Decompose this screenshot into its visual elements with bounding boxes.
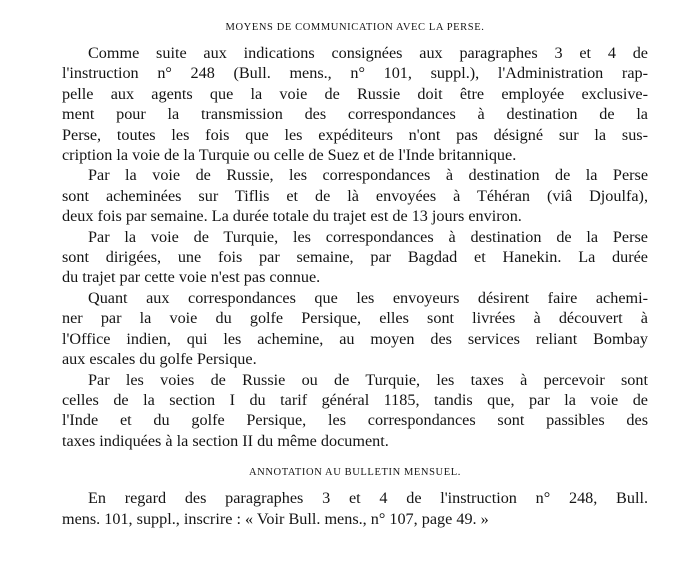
text-line: Par la voie de Turquie, les correspondances à destination de la Perse <box>88 227 648 246</box>
text-line: du trajet par cette voie n'est pas connue. <box>62 268 321 287</box>
annotation-paragraph <box>62 488 648 529</box>
text-line: ner par la voie du golfe Persique, elles sont livrées à découvert à <box>62 309 648 328</box>
paragraph-5 <box>62 370 648 452</box>
text-line: En regard des paragraphes 3 et 4 de l'instruction n° 248, Bull. <box>88 489 648 508</box>
text-line: l'Inde et du golfe Persique, les correspondances sont passibles des <box>62 411 648 430</box>
paragraph-1 <box>62 43 648 165</box>
text-line: aux escales du golfe Persique. <box>62 350 257 369</box>
text-line: Quant aux correspondances que les envoyeurs désirent faire achemi- <box>88 288 648 307</box>
text-line: pelle aux agents que la voie de Russie doit être employée exclusive- <box>62 84 648 103</box>
text-line: cription la voie de la Turquie ou celle de Suez et de l'Inde britannique. <box>62 146 517 165</box>
paragraph-3 <box>62 227 648 288</box>
text-line: sont acheminées sur Tiflis et de là envoyées à Téhéran (viâ Djoulfa), <box>62 186 648 205</box>
annotation-heading: ANNOTATION AU BULLETIN MENSUEL. <box>249 467 461 479</box>
text-line: l'instruction n° 248 (Bull. mens., n° 101, suppl.), l'Administration rap- <box>62 64 648 83</box>
text-line: Perse, toutes les fois que les expéditeurs n'ont pas désigné sur la sus- <box>62 125 648 144</box>
text-line: ment pour la transmission des correspondances à destination de la <box>62 105 648 124</box>
paragraph-2 <box>62 165 648 226</box>
text-line: sont dirigées, une fois par semaine, par Bagdad et Hanekin. La durée <box>62 248 648 267</box>
paragraph-4 <box>62 288 648 370</box>
text-line: taxes indiquées à la section II du même document. <box>62 431 389 450</box>
section-heading: MOYENS DE COMMUNICATION AVEC LA PERSE. <box>225 22 485 33</box>
text-line: Comme suite aux indications consignées aux paragraphes 3 et 4 de <box>88 44 648 62</box>
text-line: l'Office indien, qui les achemine, au moyen des services reliant Bombay <box>62 329 648 348</box>
text-line: mens. 101, suppl., inscrire : « Voir Bull. mens., n° 107, page 49. » <box>62 509 489 528</box>
text-line: celles de la section I du tarif général 1185, tandis que, par la voie de <box>62 390 648 409</box>
text-line: Par la voie de Russie, les correspondances à destination de la Perse <box>88 166 648 185</box>
text-line: Par les voies de Russie ou de Turquie, les taxes à percevoir sont <box>88 370 648 389</box>
text-line: deux fois par semaine. La durée totale du trajet est de 13 jours environ. <box>62 207 522 226</box>
document-page <box>62 22 648 529</box>
